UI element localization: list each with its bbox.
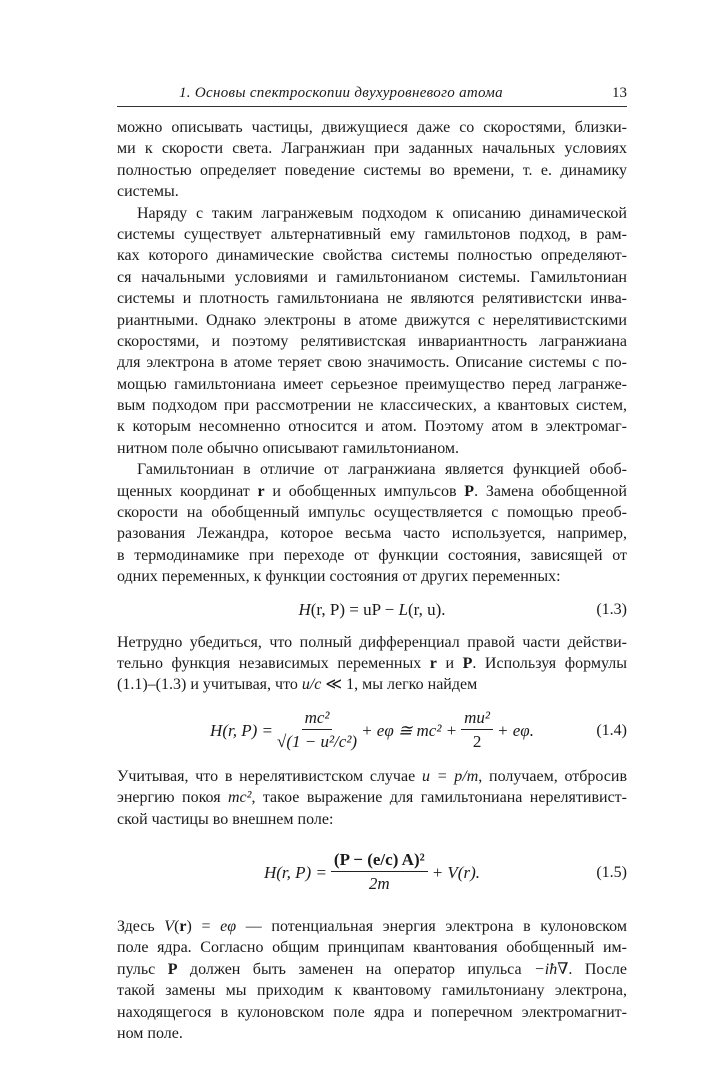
math-inline: mc² <box>228 789 252 807</box>
text-line <box>117 787 627 808</box>
text-run: Здесь <box>117 917 165 935</box>
text-line <box>117 224 627 245</box>
text-line <box>117 459 627 480</box>
text-run: ≪ 1, мы легко найдем <box>321 676 478 694</box>
text-run: риантными. Однако электроны в атоме движутся с нерелятивистскими <box>117 311 627 329</box>
denominator: 2m <box>368 874 390 894</box>
text-line <box>117 160 627 181</box>
text-run: вым подходом при рассмотрении не классических, а квантовых систем, <box>117 397 627 415</box>
text-run: . После <box>568 960 628 978</box>
text-run: Учитывая, что в нерелятивистском случае <box>117 767 422 785</box>
paragraph <box>117 916 627 1044</box>
eq-tail: + V(r). <box>431 862 480 882</box>
text-line <box>117 245 627 266</box>
denominator: 2 <box>472 732 482 752</box>
bold-symbol: r <box>429 654 437 672</box>
text-run: ках которого динамические свойства системы полностью определяют- <box>117 247 627 265</box>
text-block <box>117 916 627 1044</box>
fraction <box>331 849 428 896</box>
equation-number: (1.4) <box>596 721 627 739</box>
text-run: к которым несомненно относится и атом. Поэтому атом в электромаг- <box>117 418 627 436</box>
text-line <box>117 416 627 437</box>
text-line <box>117 374 627 395</box>
text-run: и <box>436 654 463 672</box>
text-block <box>117 766 627 830</box>
text-run: системы существует альтернативный ему гамильтонов подход, в рам- <box>117 225 627 243</box>
numerator: (P − (e/c) A)² <box>331 849 428 872</box>
text-run: щенных координат <box>117 482 258 500</box>
eq-symbol: L <box>398 599 408 619</box>
paragraph <box>117 117 627 203</box>
equation-1-3 <box>117 588 627 632</box>
text-block <box>117 117 627 588</box>
paragraph <box>117 203 627 460</box>
text-run: разования Лежандра, которое весьма часто используется, например, <box>117 525 627 543</box>
bold-symbol: P <box>464 482 475 500</box>
text-run: и обобщенных импульсов <box>264 482 465 500</box>
text-run: скоростями, и поэтому релятивистская инвариантность лагранжиана <box>117 332 627 350</box>
eq-tail: + eφ. <box>497 720 534 740</box>
eq-lhs: H(r, P) = <box>263 862 327 882</box>
text-line <box>117 632 627 653</box>
equation-number: (1.3) <box>596 600 627 618</box>
numerator: mu² <box>461 707 493 730</box>
text-line <box>117 117 627 138</box>
text-line <box>117 809 627 830</box>
fraction <box>461 707 493 754</box>
text-run: системы и плотность гамильтониана не являются релятивистски инва- <box>117 290 627 308</box>
text-block <box>117 632 627 696</box>
text-run: (1.1)–(1.3) и учитывая, что <box>117 676 302 694</box>
text-run: должен быть заменен на оператор ипульса <box>177 960 534 978</box>
numerator: mc² <box>302 707 333 730</box>
text-line <box>117 766 627 787</box>
text-run: , получаем, отбросив <box>478 767 628 785</box>
text-run: Нетрудно убедиться, что полный дифференциал правой части действи- <box>117 633 627 651</box>
paragraph <box>117 459 627 587</box>
page-number: 13 <box>612 85 627 101</box>
text-line <box>117 331 627 352</box>
text-run: . Замена обобщенной <box>474 482 627 500</box>
text-run: пульс <box>117 960 168 978</box>
text-run: ми к скорости света. Лагранжиан при заданных начальных условиях <box>117 140 627 158</box>
equation-1-4 <box>117 696 627 766</box>
text-run: ся начальными условиями и гамильтонианом системы. Гамильтониан <box>117 268 627 286</box>
equation-number: (1.5) <box>596 863 627 881</box>
text-run: можно описывать частицы, движущиеся даже со скоростями, близки- <box>117 119 627 136</box>
text-line <box>117 203 627 224</box>
text-line <box>117 267 627 288</box>
text-run: мощью гамильтониана имеет серьезное преимущество перед лагранже- <box>117 375 627 393</box>
math-inline: −iħ∇ <box>534 960 569 978</box>
eq-args: (r, P) <box>310 599 345 619</box>
text-line <box>117 653 627 674</box>
eq-args: (r, u). <box>407 599 446 619</box>
text-line <box>117 916 627 937</box>
text-run: — потенциальная энергия электрона в кулоновском <box>236 917 628 935</box>
page-body <box>117 117 627 1044</box>
text-line <box>117 523 627 544</box>
text-run: поле ядра. Согласно общим принципам квантования обобщенный им- <box>117 939 627 957</box>
text-run: в термодинамике при переходе от функции состояния, зависящей от <box>117 546 627 564</box>
text-run: находящегося в кулоновском поле ядра и поперечном электромагнит- <box>117 1003 627 1021</box>
paragraph <box>117 632 627 696</box>
text-line <box>117 502 627 523</box>
text-line <box>117 980 627 1001</box>
text-run: ( <box>174 917 180 935</box>
text-run: . Используя формулы <box>472 654 627 672</box>
text-line <box>117 481 627 502</box>
math-inline: V <box>164 917 175 935</box>
text-run: тельно функция независимых переменных <box>117 654 430 672</box>
text-line <box>117 352 627 373</box>
denominator: √(1 − u²/c²) <box>276 732 358 752</box>
math-inline: eφ <box>220 917 237 935</box>
text-run: Наряду с таким лагранжевым подходом к описанию динамической <box>137 204 627 222</box>
math-inline: u = p/m <box>421 767 479 785</box>
text-line <box>117 1002 627 1023</box>
eq-rhs: = uP − <box>345 599 399 619</box>
eq-symbol: H <box>298 599 311 619</box>
text-line <box>117 674 627 695</box>
text-run: скорости на обобщенный импульс осуществляется с помощью преоб- <box>117 504 627 522</box>
text-line <box>117 566 627 587</box>
bold-symbol: P <box>167 960 178 978</box>
eq-middle: + eφ ≅ mc² + <box>361 720 458 740</box>
text-run: ской частицы во внешнем поле: <box>117 810 334 828</box>
text-run: энергию покоя <box>117 789 228 807</box>
bold-symbol: r <box>179 917 187 935</box>
text-line <box>117 1023 627 1044</box>
text-line <box>117 310 627 331</box>
text-line <box>117 545 627 566</box>
bold-symbol: P <box>462 654 473 672</box>
bold-symbol: r <box>257 482 265 500</box>
math-inline: u/c <box>301 676 322 694</box>
paragraph <box>117 766 627 830</box>
text-line <box>117 438 627 459</box>
eq-lhs: H(r, P) = <box>210 720 273 740</box>
running-title: 1. Основы спектроскопии двухуровневого атома <box>179 85 503 101</box>
text-run: системы. <box>117 183 179 201</box>
text-run: ) = <box>186 917 221 935</box>
text-line <box>117 288 627 309</box>
text-line <box>117 959 627 980</box>
text-run: полностью определяет поведение системы во времени, т. е. динамику <box>117 161 627 179</box>
text-run: ном поле. <box>117 1024 183 1042</box>
running-header <box>117 84 627 107</box>
equation-1-5 <box>117 830 627 916</box>
text-run: нитном поле обычно описывают гамильтонианом. <box>117 439 460 457</box>
text-run: такой замены мы приходим к квантовому гамильтониану электрона, <box>117 982 627 1000</box>
text-line <box>117 138 627 159</box>
text-line <box>117 937 627 958</box>
text-run: , такое выражение для гамильтониана нерелятивист- <box>251 789 627 807</box>
text-line <box>117 181 627 202</box>
text-run: Гамильтониан в отличие от лагранжиана является функцией обоб- <box>137 461 627 479</box>
text-run: одних переменных, к функции состояния от других переменных: <box>117 568 561 586</box>
text-run: для электрона в атоме теряет свою значимость. Описание системы с по- <box>117 354 627 372</box>
text-line <box>117 395 627 416</box>
fraction <box>277 707 357 754</box>
